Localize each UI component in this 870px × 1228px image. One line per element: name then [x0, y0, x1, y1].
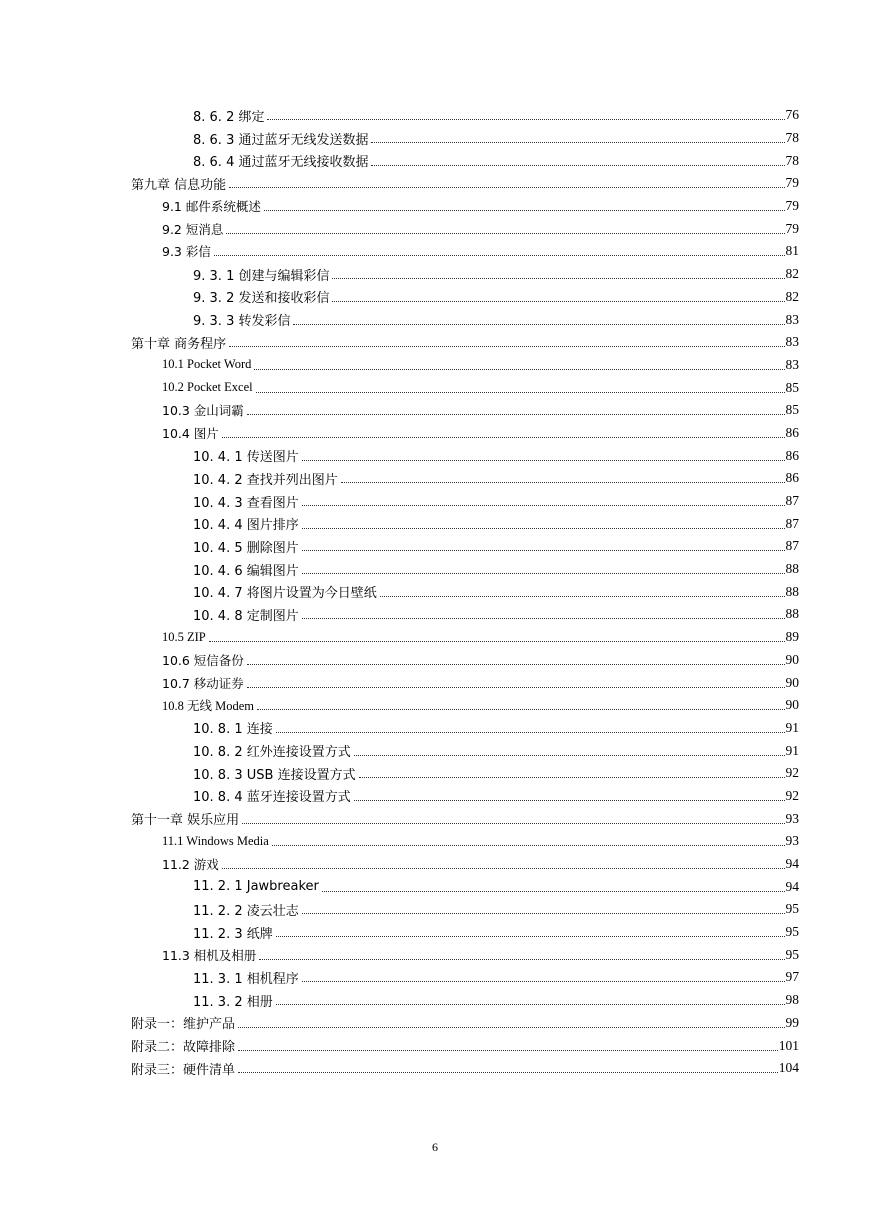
toc-entry[interactable]	[0, 603, 870, 626]
toc-entry[interactable]	[0, 149, 870, 172]
toc-entry-label: 11.2 游戏	[162, 857, 219, 873]
toc-dot-leader	[371, 131, 784, 145]
toc-entry[interactable]	[0, 104, 870, 127]
toc-entry-label: 附录一：维护产品	[131, 1017, 236, 1033]
toc-entry-page: 88	[785, 606, 799, 622]
toc-entry[interactable]	[0, 1012, 870, 1035]
toc-dot-leader	[302, 970, 785, 984]
toc-dot-leader	[229, 335, 784, 349]
toc-dot-leader	[256, 381, 785, 395]
toc-entry[interactable]	[0, 512, 870, 535]
toc-entry-label: 10.4 图片	[162, 425, 219, 441]
toc-entry[interactable]	[0, 966, 870, 989]
toc-entry-label: 11. 2. 1 Jawbreaker	[193, 879, 319, 895]
toc-entry-page: 87	[785, 515, 799, 531]
toc-entry[interactable]	[0, 898, 870, 921]
toc-entry[interactable]	[0, 762, 870, 785]
toc-dot-leader	[229, 176, 784, 190]
toc-dot-leader	[242, 812, 784, 826]
toc-entry-page: 82	[785, 266, 799, 282]
toc-entry-page: 87	[785, 538, 799, 554]
toc-entry[interactable]	[0, 943, 870, 966]
toc-entry-label: 10. 4. 1 传送图片	[193, 450, 299, 466]
toc-entry[interactable]	[0, 422, 870, 445]
toc-entry-page: 76	[785, 107, 799, 123]
toc-entry-page: 79	[785, 198, 799, 214]
toc-entry-page: 81	[785, 243, 799, 259]
toc-entry-page: 88	[785, 561, 799, 577]
toc-entry[interactable]	[0, 649, 870, 672]
toc-entry-label: 11.1 Windows Media	[162, 833, 269, 848]
toc-entry-page: 78	[785, 152, 799, 168]
toc-entry-page: 79	[785, 220, 799, 236]
toc-entry-label: 10. 4. 6 编辑图片	[193, 563, 299, 579]
toc-entry-page: 93	[785, 833, 799, 849]
toc-dot-leader	[257, 698, 784, 712]
toc-dot-leader	[302, 902, 785, 916]
toc-dot-leader	[354, 744, 785, 758]
toc-entry[interactable]	[0, 467, 870, 490]
toc-entry-label: 附录二：故障排除	[131, 1040, 236, 1056]
toc-entry-label: 第九章 信息功能	[131, 177, 227, 193]
toc-entry[interactable]	[0, 694, 870, 717]
toc-entry[interactable]	[0, 308, 870, 331]
toc-entry[interactable]	[0, 921, 870, 944]
toc-entry-page: 82	[785, 288, 799, 304]
toc-entry[interactable]	[0, 671, 870, 694]
toc-entry-page: 91	[785, 719, 799, 735]
page-number: 6	[432, 1140, 438, 1154]
toc-dot-leader	[302, 539, 785, 553]
toc-entry[interactable]	[0, 444, 870, 467]
toc-entry-page: 85	[785, 379, 799, 395]
table-of-contents	[0, 104, 870, 1080]
toc-entry-page: 88	[785, 583, 799, 599]
toc-entry-page: 83	[785, 334, 799, 350]
toc-entry-label: 10. 8. 3 USB 连接设置方式	[193, 767, 356, 783]
toc-dot-leader	[222, 426, 785, 440]
toc-entry[interactable]	[0, 172, 870, 195]
toc-entry-label: 10.5 ZIP	[162, 629, 206, 644]
toc-entry-label: 10. 4. 5 删除图片	[193, 540, 299, 556]
toc-entry[interactable]	[0, 580, 870, 603]
toc-dot-leader	[238, 1039, 778, 1053]
toc-entry-page: 95	[785, 946, 799, 962]
toc-entry[interactable]	[0, 807, 870, 830]
toc-dot-leader	[276, 925, 785, 939]
toc-entry-label: 11. 3. 2 相册	[193, 994, 273, 1010]
toc-dot-leader	[259, 948, 784, 962]
toc-entry[interactable]	[0, 240, 870, 263]
toc-entry-label: 10.3 金山词霸	[162, 403, 244, 419]
toc-entry[interactable]	[0, 263, 870, 286]
toc-entry[interactable]	[0, 376, 870, 399]
toc-entry-label: 9.1 邮件系统概述	[162, 199, 261, 215]
toc-entry[interactable]	[0, 989, 870, 1012]
toc-dot-leader	[222, 857, 785, 871]
toc-entry-page: 79	[785, 175, 799, 191]
toc-entry-label: 9.2 短消息	[162, 221, 224, 237]
toc-entry-page: 83	[785, 311, 799, 327]
toc-entry-label: 附录三：硬件清单	[131, 1062, 236, 1078]
toc-entry-page: 94	[785, 878, 799, 894]
toc-dot-leader	[238, 1061, 778, 1075]
toc-dot-leader	[226, 222, 784, 236]
toc-dot-leader	[302, 449, 785, 463]
toc-entry[interactable]	[0, 127, 870, 150]
toc-entry-label: 9. 3. 1 创建与编辑彩信	[193, 268, 330, 284]
toc-dot-leader	[371, 154, 784, 168]
toc-entry-page: 90	[785, 651, 799, 667]
toc-entry-label: 10. 8. 1 连接	[193, 722, 273, 738]
toc-entry-label: 10. 4. 8 定制图片	[193, 608, 299, 624]
toc-dot-leader	[247, 653, 785, 667]
toc-entry[interactable]	[0, 739, 870, 762]
toc-entry[interactable]	[0, 1057, 870, 1080]
toc-entry[interactable]	[0, 558, 870, 581]
toc-dot-leader	[214, 244, 785, 258]
toc-dot-leader	[341, 471, 785, 485]
toc-dot-leader	[293, 313, 784, 327]
toc-entry[interactable]	[0, 331, 870, 354]
toc-dot-leader	[302, 494, 785, 508]
toc-dot-leader	[302, 562, 785, 576]
toc-entry-page: 86	[785, 470, 799, 486]
toc-entry-page: 91	[785, 742, 799, 758]
toc-entry-label: 10. 4. 4 图片排序	[193, 518, 299, 534]
toc-dot-leader	[354, 789, 785, 803]
toc-entry-page: 90	[785, 674, 799, 690]
toc-entry-label: 第十章 商务程序	[131, 336, 227, 352]
toc-entry-page: 98	[785, 992, 799, 1008]
toc-entry-page: 86	[785, 447, 799, 463]
toc-dot-leader	[359, 766, 785, 780]
toc-entry-label: 10. 4. 3 查看图片	[193, 495, 299, 511]
toc-entry[interactable]	[0, 490, 870, 513]
toc-entry-page: 93	[785, 810, 799, 826]
toc-entry[interactable]	[0, 875, 870, 898]
toc-dot-leader	[302, 517, 785, 531]
toc-dot-leader	[238, 1016, 784, 1030]
toc-entry[interactable]	[0, 195, 870, 218]
toc-entry-label: 10.8 无线 Modem	[162, 699, 255, 714]
toc-entry[interactable]	[0, 286, 870, 309]
toc-dot-leader	[322, 880, 785, 894]
toc-dot-leader	[272, 834, 785, 848]
toc-entry-page: 87	[785, 493, 799, 509]
toc-dot-leader	[380, 585, 785, 599]
toc-entry-label: 10. 8. 4 蓝牙连接设置方式	[193, 790, 351, 806]
toc-entry-label: 第十一章 娱乐应用	[131, 813, 240, 829]
toc-dot-leader	[267, 108, 784, 122]
toc-entry-label: 10.2 Pocket Excel	[162, 380, 253, 395]
toc-entry[interactable]	[0, 217, 870, 240]
toc-entry-label: 8. 6. 2 绑定	[193, 109, 265, 125]
toc-entry-page: 94	[785, 856, 799, 872]
toc-entry-label: 9. 3. 2 发送和接收彩信	[193, 291, 330, 307]
toc-entry-label: 10. 4. 7 将图片设置为今日壁纸	[193, 586, 377, 602]
toc-dot-leader	[254, 358, 784, 372]
toc-entry-page: 95	[785, 901, 799, 917]
toc-entry-label: 11. 2. 3 纸牌	[193, 926, 273, 942]
toc-entry-label: 11.3 相机及相册	[162, 947, 257, 963]
toc-entry-page: 92	[785, 765, 799, 781]
toc-entry[interactable]	[0, 535, 870, 558]
toc-entry-page: 95	[785, 924, 799, 940]
toc-entry-page: 104	[778, 1060, 799, 1076]
toc-entry[interactable]	[0, 830, 870, 853]
toc-entry-label: 10.1 Pocket Word	[162, 357, 252, 372]
toc-entry-label: 11. 3. 1 相机程序	[193, 971, 299, 987]
toc-entry[interactable]	[0, 626, 870, 649]
toc-entry[interactable]	[0, 717, 870, 740]
toc-entry-label: 10. 4. 2 查找并列出图片	[193, 472, 338, 488]
toc-entry-page: 99	[785, 1014, 799, 1030]
toc-dot-leader	[247, 676, 785, 690]
toc-entry-label: 9.3 彩信	[162, 244, 211, 260]
toc-entry[interactable]	[0, 1034, 870, 1057]
toc-dot-leader	[302, 607, 785, 621]
toc-entry[interactable]	[0, 785, 870, 808]
toc-dot-leader	[247, 403, 785, 417]
toc-entry[interactable]	[0, 853, 870, 876]
toc-entry-page: 90	[785, 697, 799, 713]
toc-dot-leader	[332, 267, 784, 281]
toc-entry-page: 78	[785, 130, 799, 146]
toc-entry-page: 101	[778, 1037, 799, 1053]
toc-entry[interactable]	[0, 354, 870, 377]
toc-entry-label: 9. 3. 3 转发彩信	[193, 314, 291, 330]
toc-dot-leader	[276, 721, 785, 735]
toc-entry[interactable]	[0, 399, 870, 422]
toc-entry-label: 8. 6. 4 通过蓝牙无线接收数据	[193, 155, 369, 171]
toc-entry-label: 10.7 移动证券	[162, 675, 244, 691]
toc-entry-page: 86	[785, 424, 799, 440]
toc-entry-page: 85	[785, 402, 799, 418]
toc-entry-label: 10.6 短信备份	[162, 652, 244, 668]
toc-dot-leader	[332, 290, 784, 304]
toc-entry-label: 8. 6. 3 通过蓝牙无线发送数据	[193, 132, 369, 148]
toc-entry-page: 89	[785, 629, 799, 645]
toc-dot-leader	[264, 199, 785, 213]
toc-entry-page: 83	[785, 356, 799, 372]
toc-entry-page: 97	[785, 969, 799, 985]
toc-entry-label: 11. 2. 2 凌云壮志	[193, 903, 299, 919]
toc-dot-leader	[209, 630, 785, 644]
toc-entry-label: 10. 8. 2 红外连接设置方式	[193, 745, 351, 761]
toc-entry-page: 92	[785, 787, 799, 803]
toc-dot-leader	[276, 993, 785, 1007]
